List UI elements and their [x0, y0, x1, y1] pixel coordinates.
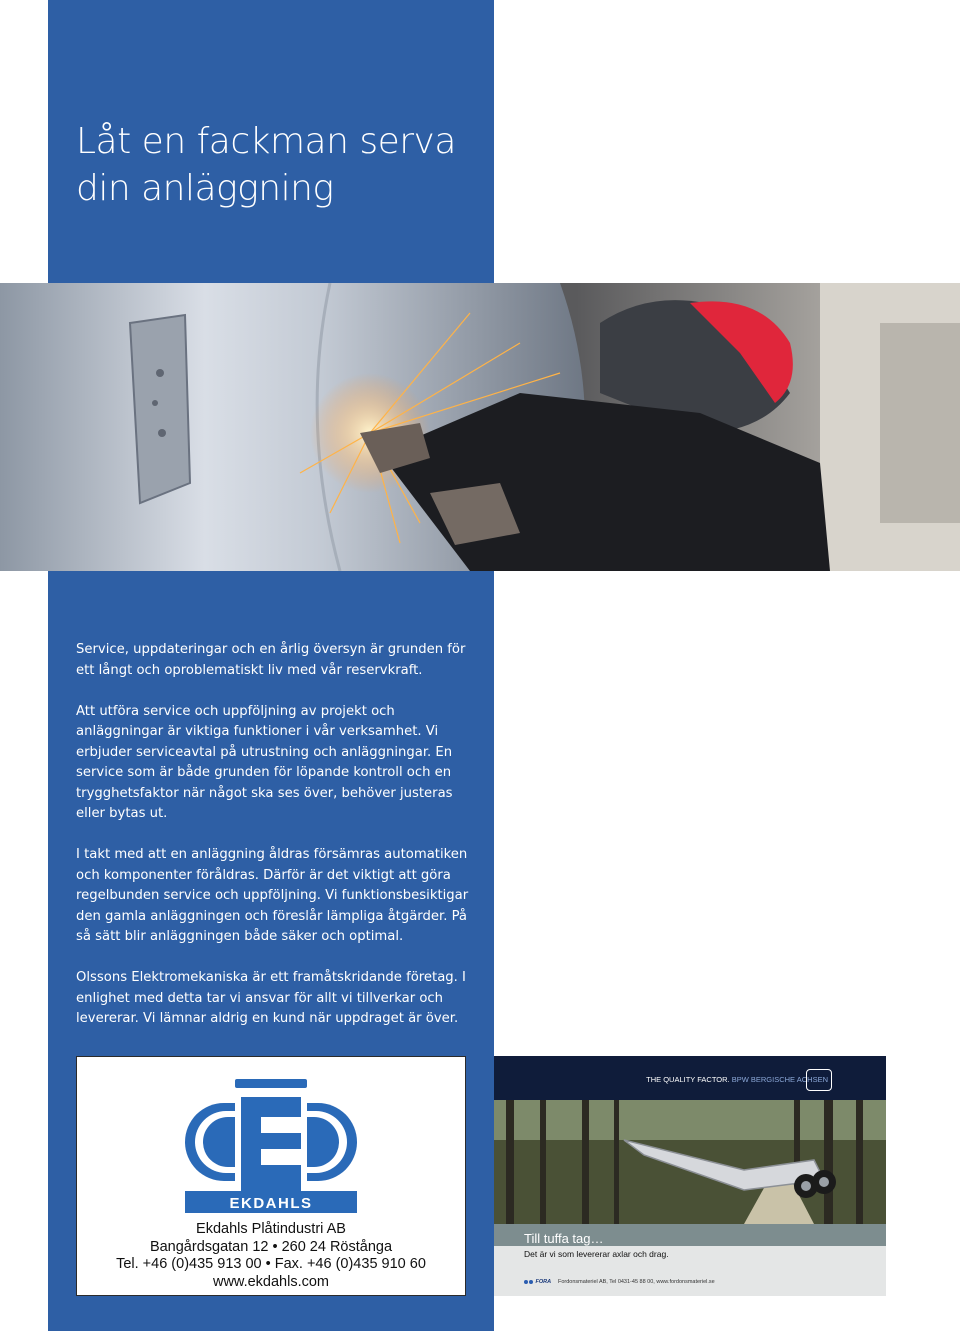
paragraph-1: Service, uppdateringar och en årlig översyn är grunden för ett långt och oproblematiskt liv med vår reservkraft.	[76, 642, 466, 678]
ekdahls-web[interactable]: www.ekdahls.com	[212, 1273, 330, 1290]
ekdahls-ad	[76, 1056, 466, 1296]
paragraph-2: Att utföra service och uppföljning av projekt och anläggningar är viktiga funktioner i vår verksamhet. Vi erbjuder serviceavtal på utrustning och anläggningar. En service som är både grunden för löpande kontroll och en trygghetsfaktor när något ska ses över, behöver justeras eller bytas ut.	[76, 703, 453, 821]
headline-line-1: Låt en fackman serva	[76, 121, 456, 162]
paragraph-4: Olssons Elektromekaniska är ett framåtskridande företag. I enlighet med detta tar vi ansvar för allt vi tillverkar och levererar. Vi lämnar aldrig en kund när uppdraget är över.	[76, 970, 466, 1026]
bpw-ad	[494, 1056, 886, 1296]
bpw-logo-icon	[806, 1069, 832, 1091]
fora-dot-icon	[529, 1280, 533, 1284]
paragraph-3: I takt med att en anläggning åldras försämras automatiken och komponenter föråldras. Därför är det viktigt att göra regelbunden service och uppföljning. Vi funktionsbesiktigar den gamla anläggningen och föreslår lämpliga åtgärder. På så sätt blir anläggningen både säker och optimal.	[76, 847, 469, 944]
ekdahls-address-block	[77, 1221, 465, 1291]
fora-dot-icon	[524, 1280, 528, 1284]
ekdahls-logo	[181, 1079, 361, 1215]
bpw-tagline-text: THE QUALITY FACTOR.	[646, 1075, 730, 1084]
ekdahls-address: Bangårdsgatan 12 • 260 24 Röstånga	[149, 1238, 393, 1255]
fora-logo-text: FORA	[535, 1279, 552, 1285]
bpw-tagline	[646, 1075, 828, 1084]
headline	[76, 118, 476, 212]
welder-photo	[0, 283, 960, 571]
bpw-header	[494, 1056, 886, 1100]
bpw-brand: BPW BERGISCHE ACHSEN	[731, 1075, 828, 1084]
headline-line-2: din anläggning	[76, 168, 334, 209]
ekdahls-company: Ekdahls Plåtindustri AB	[196, 1221, 346, 1237]
ekdahls-phone: Tel. +46 (0)435 913 00 • Fax. +46 (0)435 910 60	[116, 1256, 426, 1272]
bpw-footer	[494, 1224, 886, 1296]
fora-contact: Fordonsmateriel AB, Tel 0431-45 88 00, www.fordonsmateriel.se	[558, 1279, 715, 1285]
bpw-title: Till tuffa tag…	[524, 1231, 604, 1246]
fora-logo	[524, 1279, 551, 1285]
forest-trailer-photo	[494, 1100, 886, 1224]
bpw-subtitle: Det är vi som levererar axlar och drag.	[524, 1249, 669, 1259]
ekdahls-logo-word: EKDAHLS	[229, 1195, 313, 1212]
body-text	[76, 640, 481, 1050]
